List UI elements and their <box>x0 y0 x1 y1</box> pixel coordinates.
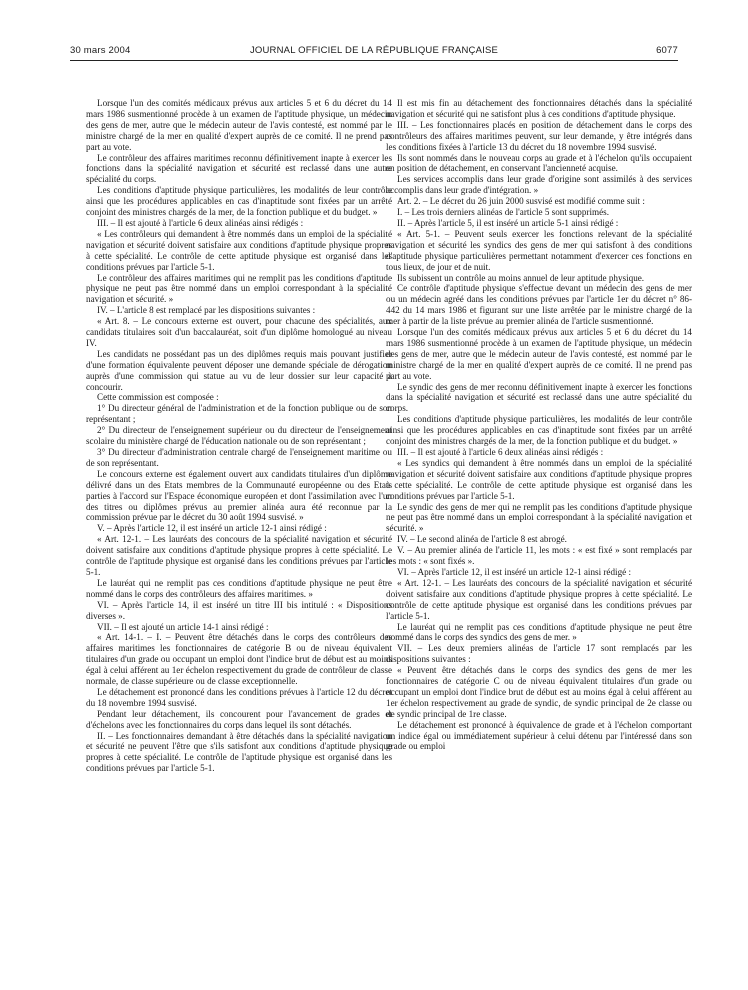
paragraph: Ils sont nommés dans le nouveau corps au grade et à l'échelon qu'ils occupaient en position de détachement, en conservant l'ancienneté acquise. <box>386 152 692 174</box>
paragraph: Le détachement est prononcé dans les conditions prévues à l'article 12 du décret du 18 novembre 1994 susvisé. <box>86 686 392 708</box>
paragraph: Cette commission est composée : <box>97 392 219 403</box>
paragraph: Les candidats ne possédant pas un des diplômes requis mais pouvant justifier d'une formation équivalente peuvent déposer une demande spéciale de dérogation auprès d'une commission qui statue au vu de leur dossier sur leur capacité à concourir. <box>86 348 392 392</box>
page-header <box>70 43 678 59</box>
paragraph: Le syndic des gens de mer qui ne remplit pas les conditions d'aptitude physique ne peut pas être nommé dans un emploi correspondant à la spécialité navigation et sécurité. » <box>386 501 692 534</box>
paragraph: Le détachement est prononcé à équivalence de grade et à l'échelon comportant un indice égal ou immédiatement supérieur à celui détenu par l'intéressé dans son grade ou emploi <box>386 719 692 752</box>
paragraph: II. – Après l'article 5, il est inséré un article 5-1 ainsi rédigé : <box>397 217 619 228</box>
paragraph: V. – Au premier alinéa de l'article 11, les mots : « est fixé » sont remplacés par les mots : « sont fixés ». <box>386 545 692 567</box>
paragraph: « Art. 14-1. – I. – Peuvent être détachés dans le corps des contrôleurs des affaires maritimes les fonctionnaires de catégorie B ou de niveau équivalent titulaires d'un grade ou occupant un emploi dont l'indice brut de début est au moins égal à celui afférent au 1er échelon respectivement du grade de contrôleur de classe normale, de classe supérieure ou de classe exceptionnelle. <box>86 632 392 687</box>
paragraph: III. – Les fonctionnaires placés en position de détachement dans le corps des contrôleurs des affaires maritimes peuvent, sur leur demande, y être intégrés dans les conditions fixées à l'article 13 du décret du 18 novembre 1994 susvisé. <box>386 119 692 152</box>
header-journal-title: JOURNAL OFFICIEL DE LA RÉPUBLIQUE FRANÇAISE <box>249 45 499 56</box>
paragraph: V. – Après l'article 12, il est inséré un article 12-1 ainsi rédigé : <box>97 523 327 534</box>
paragraph: Le contrôleur des affaires maritimes qui ne remplit pas les conditions d'aptitude physique ne peut pas être nommé dans un emploi correspondant à la spécialité navigation et sécurité. » <box>86 272 392 305</box>
paragraph: Ce contrôle d'aptitude physique s'effectue devant un médecin des gens de mer ou un médecin agréé dans les conditions prévues par l'article 1er du décret n° 86-442 du 14 mars 1986 et figurant sur une liste arrêtée par le ministre chargé de la mer à partir de la liste prévue au premier alinéa de l'article susmentionné. <box>386 283 692 327</box>
paragraph: « Art. 5-1. – Peuvent seuls exercer les fonctions relevant de la spécialité navigation et sécurité les syndics des gens de mer qui satisfont à des conditions d'aptitude physique particulières permettant notamment d'exercer ces fonctions en tous lieux, de jour et de nuit. <box>386 228 692 272</box>
header-rule <box>70 60 678 61</box>
paragraph: Les conditions d'aptitude physique particulières, les modalités de leur contrôle ainsi que les procédures applicables en cas d'inaptitude sont fixées par un arrêté conjoint des ministres chargés de la mer, de la fonction publique et du budget. » <box>386 414 692 447</box>
paragraph: Les conditions d'aptitude physique particulières, les modalités de leur contrôle ainsi que les procédures applicables en cas d'inaptitude sont fixées par un arrêté conjoint des ministres chargés de la mer, de la fonction publique et du budget. » <box>86 185 392 218</box>
paragraph: « Peuvent être détachés dans le corps des syndics des gens de mer les fonctionnaires de catégorie C ou de niveau équivalent titulaires d'un grade ou occupant un emploi dont l'indice brut de début est au moins égal à celui afférent au 1er échelon respectivement au grade de syndic, de syndic principal de 2e classe ou de syndic principal de 1re classe. <box>386 665 692 719</box>
paragraph: III. – Il est ajouté à l'article 6 deux alinéas ainsi rédigés : <box>397 447 604 457</box>
paragraph: VII. – Il est ajouté un article 14-1 ainsi rédigé : <box>97 621 269 632</box>
paragraph: Le concours externe est également ouvert aux candidats titulaires d'un diplôme délivré dans un des Etats membres de la Communauté européenne ou des Etats parties à l'accord sur l'Espace économique européen et dont l'assimilation avec l'un des titres ou diplômes prévus au premier alinéa aura été reconnue par la commission prévue par le décret du 30 août 1994 susvisé. » <box>86 468 392 523</box>
paragraph: Lorsque l'un des comités médicaux prévus aux articles 5 et 6 du décret du 14 mars 1986 susmentionné procède à un examen de l'aptitude physique, un médecin des gens de mer, autre que le médecin auteur de l'avis contesté, est nommé par le ministre chargé de la mer en qualité d'expert auprès de ce comité. Il ne prend pas part au vote. <box>86 98 392 152</box>
right-column <box>386 98 692 982</box>
paragraph: Pendant leur détachement, ils concourent pour l'avancement de grades et d'échelons avec les fonctionnaires du corps dans lequel ils sont détachés. <box>86 708 392 730</box>
paragraph: IV. – L'article 8 est remplacé par les dispositions suivantes : <box>97 305 316 316</box>
paragraph: Le syndic des gens de mer reconnu définitivement inapte à exercer les fonctions dans la spécialité navigation et sécurité est reclassé dans une autre spécialité du corps. <box>386 381 692 414</box>
paragraph: Le lauréat qui ne remplit pas ces conditions d'aptitude physique ne peut être nommé dans le corps des contrôleurs des affaires maritimes. » <box>86 577 392 599</box>
paragraph: Art. 2. – Le décret du 26 juin 2000 susvisé est modifié comme suit : <box>397 196 645 207</box>
paragraph: VI. – Après l'article 12, il est inséré un article 12-1 ainsi rédigé : <box>397 566 632 577</box>
paragraph: I. – Les trois derniers alinéas de l'article 5 sont supprimés. <box>397 207 609 218</box>
paragraph: « Art. 8. – Le concours externe est ouvert, pour chacune des spécialités, aux candidats titulaires soit d'un baccalauréat, soit d'un diplôme homologué au niveau IV. <box>86 316 392 348</box>
paragraph: « Art. 12-1. – Les lauréats des concours de la spécialité navigation et sécurité doivent satisfaire aux conditions d'aptitude physique propres à cette spécialité. Le contrôle de cette aptitude physique est organisé dans les conditions prévues par l'article 5-1. <box>386 577 692 621</box>
header-page-number: 6077 <box>656 45 678 56</box>
paragraph: Il est mis fin au détachement des fonctionnaires détachés dans la spécialité navigation et sécurité qui ne satisfont plus à ces conditions d'aptitude physique. <box>386 98 692 119</box>
paragraph: 2° Du directeur de l'enseignement supérieur ou du directeur de l'enseignement scolaire du ministère chargé de l'éducation nationale ou de son représentant ; <box>86 425 392 447</box>
paragraph: Lorsque l'un des comités médicaux prévus aux articles 5 et 6 du décret du 14 mars 1986 susmentionné procède à un examen de l'aptitude physique, un médecin des gens de mer, autre que le médecin auteur de l'avis contesté, est nommé par le ministre chargé de la mer en qualité d'expert auprès de ce comité. Il ne prend pas part au vote. <box>386 327 692 381</box>
paragraph: Le contrôleur des affaires maritimes reconnu définitivement inapte à exercer les fonctions dans la spécialité navigation et sécurité est reclassé dans une autre spécialité du corps. <box>86 152 392 185</box>
header-date: 30 mars 2004 <box>70 45 131 56</box>
left-column <box>86 98 392 982</box>
paragraph: « Les syndics qui demandent à être nommés dans un emploi de la spécialité navigation et sécurité doivent satisfaire aux conditions d'aptitude physique propres à cette spécialité. Le contrôle de cette aptitude physique est organisé dans les conditions prévues par l'article 5-1. <box>386 457 692 501</box>
paragraph: VI. – Après l'article 14, il est inséré un titre III bis intitulé : « Dispositions diverses ». <box>86 599 392 621</box>
paragraph: Le lauréat qui ne remplit pas ces conditions d'aptitude physique ne peut être nommé dans le corps des syndics des gens de mer. » <box>386 621 692 643</box>
paragraph: Ils subissent un contrôle au moins annuel de leur aptitude physique. <box>397 272 645 283</box>
paragraph: IV. – Le second alinéa de l'article 8 est abrogé. <box>397 534 567 545</box>
paragraph: II. – Les fonctionnaires demandant à être détachés dans la spécialité navigation et sécurité ne peuvent l'être que s'ils satisfont aux conditions d'aptitude physique propres à cette spécialité. Le contrôle de l'aptitude physique est organisé dans les conditions prévues par l'article 5-1. <box>86 730 392 774</box>
paragraph: 1° Du directeur général de l'administration et de la fonction publique ou de son représentant ; <box>86 403 392 425</box>
paragraph: « Les contrôleurs qui demandent à être nommés dans un emploi de la spécialité navigation et sécurité doivent satisfaire aux conditions d'aptitude physique propres à cette spécialité. Le contrôle de cette aptitude physique est organisé dans les conditions prévues par l'article 5-1. <box>86 228 392 272</box>
paragraph: VII. – Les deux premiers alinéas de l'article 17 sont remplacés par les dispositions suivantes : <box>386 643 692 665</box>
paragraph: « Art. 12-1. – Les lauréats des concours de la spécialité navigation et sécurité doivent satisfaire aux conditions d'aptitude physique propres à cette spécialité. Le contrôle de l'aptitude physique est organisé dans les conditions prévues par l'article 5-1. <box>86 534 392 577</box>
paragraph: 3° Du directeur d'administration centrale chargé de l'enseignement maritime ou de son représentant. <box>86 447 392 468</box>
paragraph: Les services accomplis dans leur grade d'origine sont assimilés à des services accomplis dans leur grade d'intégration. » <box>386 174 692 196</box>
paragraph: III. – Il est ajouté à l'article 6 deux alinéas ainsi rédigés : <box>97 217 304 228</box>
